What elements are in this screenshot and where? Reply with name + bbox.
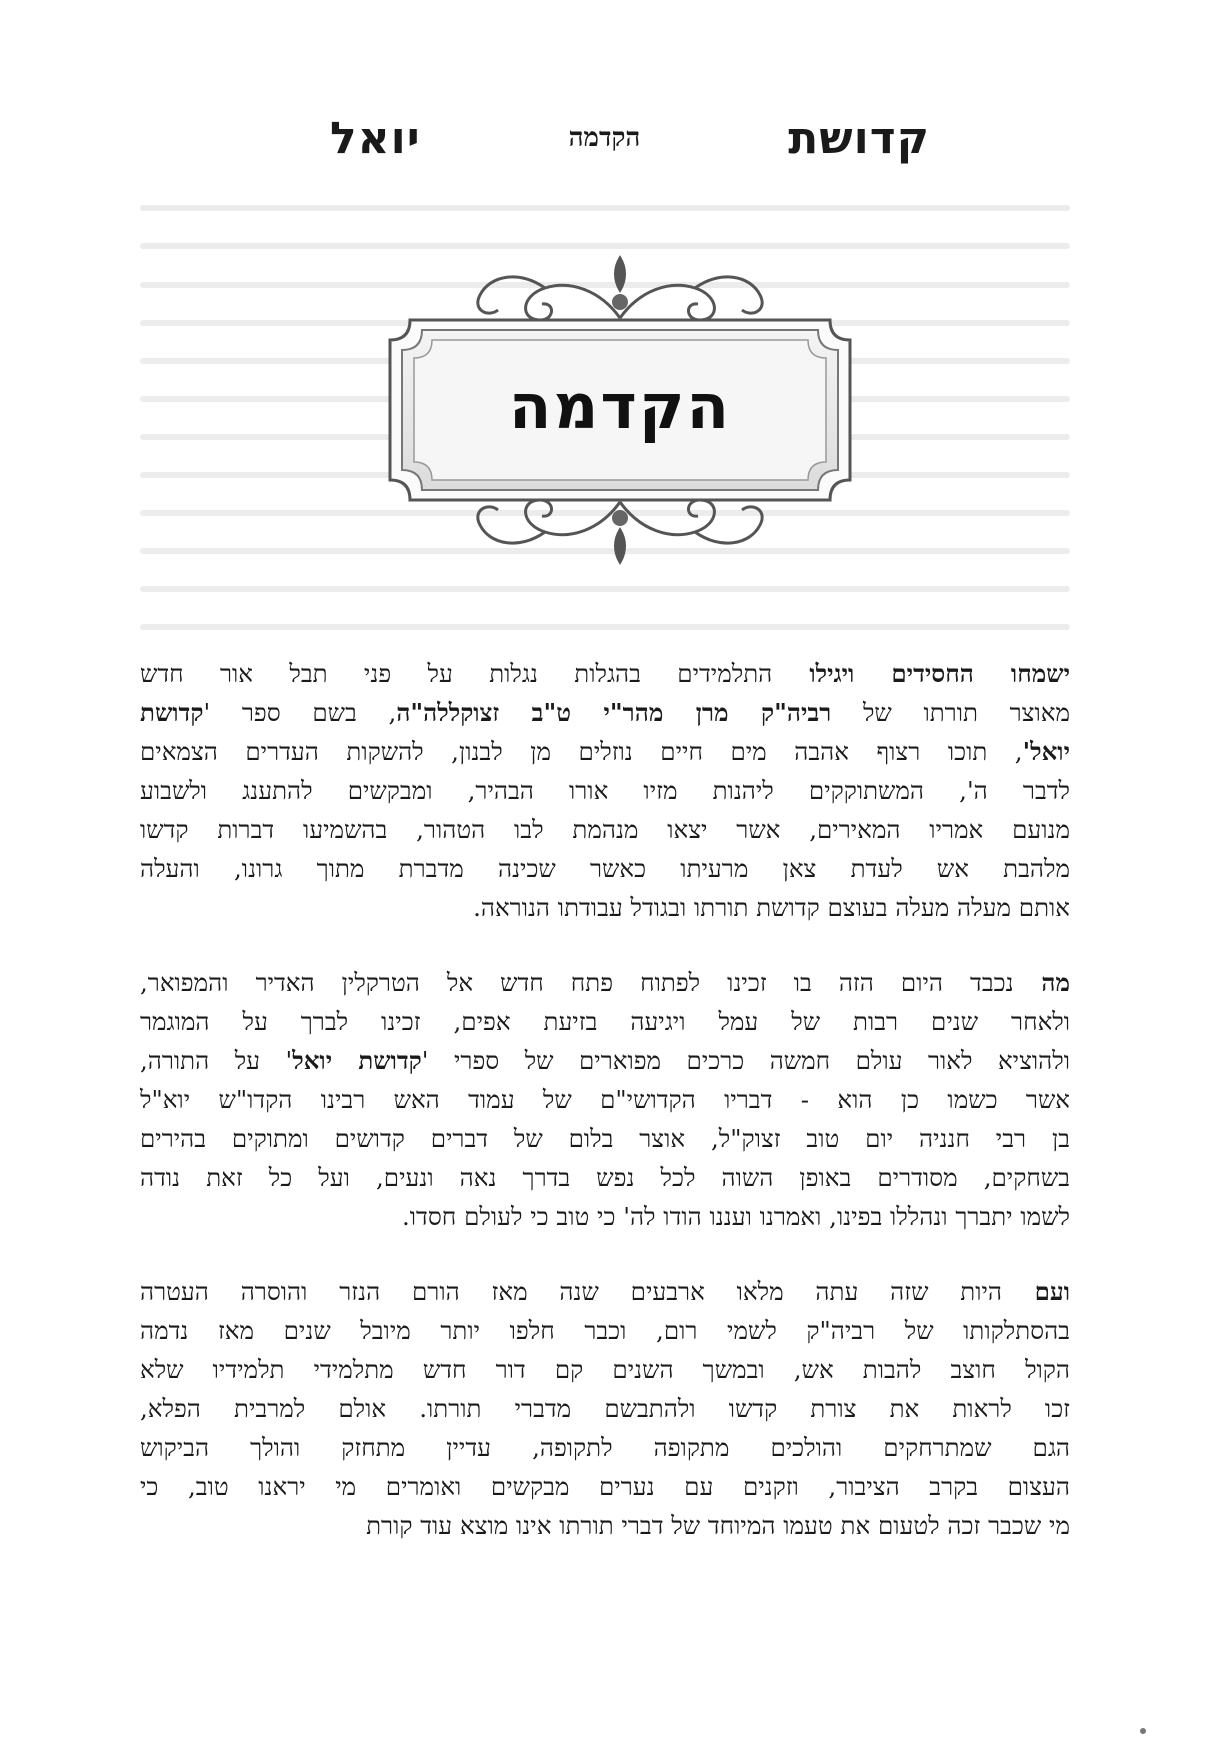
- running-header-book-title-right: קדושת: [788, 112, 930, 164]
- running-header-book-title-left: יואל: [330, 112, 421, 164]
- text-run: מי שכבר זכה לטעום את טעמו המיוחד של דברי תורתו אינו מוצא עוד קורת: [366, 1511, 1070, 1540]
- text-run: ולהוציא לאור עולם חמשה כרכים מפוארים של ספרי ': [421, 1046, 1070, 1075]
- text-line: [140, 1272, 1070, 1311]
- text-run: העצום בקרב הציבור, וזקנים עם נערים מבקשים ואומרים מי יראנו טוב, כי: [140, 1472, 1070, 1501]
- running-header-section: הקדמה: [568, 123, 641, 153]
- text-run: זכו לראות את צורת קדשו ולהתבשם מדברי תורתו. אולם למרבית הפלא,: [140, 1394, 1070, 1423]
- text-run: מלהבת אש לעדת צאן מרעיתו כאשר שכינה מדברת מתוך גרונו, והעלה: [140, 854, 1070, 883]
- text-line: [140, 1311, 1070, 1350]
- text-run: מנועם אמריו המאירים, אשר יצאו מנהמת לבו הטהור, בהשמיעו דברות קדשו: [140, 815, 1070, 844]
- bold-text-run: יואל': [1022, 737, 1070, 766]
- bold-text-run: קדושת: [140, 698, 204, 727]
- text-line: [140, 771, 1070, 810]
- text-run: התלמידים בהגלות נגלות על פני תבל אור חדש: [140, 659, 773, 688]
- text-run: הקול חוצב להבות אש, ובמשך השנים קם דור חדש מתלמידי תלמידיו שלא: [140, 1355, 1070, 1384]
- text-run: ולאחר שנים רבות של עמל ויגיעה בזיעת אפים, זכינו לברך על המוגמר: [140, 1007, 1070, 1036]
- page-mark: [1140, 1728, 1146, 1734]
- paragraph: [140, 963, 1070, 1236]
- text-line: [140, 693, 1070, 732]
- text-run: בן רבי חנניה יום טוב זצוק"ל, אוצר בלום של דברים קדושים ומתוקים בהירים: [140, 1124, 1070, 1153]
- text-line: [140, 810, 1070, 849]
- text-line: [140, 1002, 1070, 1041]
- text-line: [140, 849, 1070, 888]
- text-run: מאוצר תורתו של: [831, 698, 1070, 727]
- text-run: הגם שמתרחקים והולכים מתקופה לתקופה, עדיין מתחזק והולך הביקוש: [140, 1433, 1070, 1462]
- text-run: בהסתלקותו של רביה"ק לשמי רום, וכבר חלפו יותר מיובל שנים מאז נדמה: [140, 1316, 1070, 1345]
- bold-text-run: מה: [1013, 968, 1070, 997]
- text-run: ' על התורה,: [140, 1046, 293, 1075]
- text-run: נכבד היום הזה בו זכינו לפתוח פתח חדש אל הטרקלין האדיר והמפואר,: [140, 968, 1014, 997]
- text-line: [140, 732, 1070, 771]
- bold-text-run: רביה"ק מרן מהר"י ט"ב זצוקללה"ה: [396, 698, 832, 727]
- paragraph: [140, 1272, 1070, 1545]
- text-run: היות שזה עתה מלאו ארבעים שנה מאז הורם הנזר והוסרה העטרה: [140, 1277, 1002, 1306]
- text-line: [140, 1389, 1070, 1428]
- text-run: לשמו יתברך ונהללו בפינו, ואמרנו ועננו הודו לה' כי טוב כי לעולם חסדו.: [402, 1202, 1070, 1231]
- text-line: [140, 1467, 1070, 1506]
- text-line: [140, 1428, 1070, 1467]
- text-run: לדבר ה', המשתוקקים ליהנות מזיו אורו הבהיר, ומבקשים להתענג ולשבוע: [140, 776, 1070, 805]
- running-header: [330, 108, 930, 168]
- text-line: [140, 1350, 1070, 1389]
- text-run: אשר כשמו כן הוא - דבריו הקדושי"ם של עמוד האש רבינו הקדו"ש יוא"ל: [140, 1085, 1070, 1114]
- bold-text-run: ישמחו החסידים: [854, 659, 1070, 688]
- text-line: [140, 1119, 1070, 1158]
- bold-text-run: ועם: [1002, 1277, 1071, 1306]
- text-run: , בשם ספר ': [203, 698, 397, 727]
- text-line: [140, 888, 1070, 927]
- text-line: [140, 654, 1070, 693]
- body-text: [140, 654, 1070, 1581]
- text-line: [140, 1197, 1070, 1236]
- text-run: , תוכו רצוף אהבה מים חיים נוזלים מן לבנון, להשקות העדרים הצמאים: [140, 737, 1023, 766]
- bold-text-run: ויגילו: [772, 659, 855, 688]
- paragraph: [140, 654, 1070, 927]
- text-line: [140, 1158, 1070, 1197]
- text-line: [140, 963, 1070, 1002]
- text-line: [140, 1080, 1070, 1119]
- text-run: בשחקים, מסודרים באופן השוה לכל נפש בדרך נאה ונעים, ועל כל זאת נודה: [140, 1163, 1070, 1192]
- text-run: אותם מעלה מעלה בעוצם קדושת תורתו ובגודל עבודתו הנוראה.: [473, 893, 1070, 922]
- text-line: [140, 1506, 1070, 1545]
- text-line: [140, 1041, 1070, 1080]
- bold-text-run: קדושת יואל: [292, 1046, 422, 1075]
- page-title: הקדמה: [508, 370, 732, 443]
